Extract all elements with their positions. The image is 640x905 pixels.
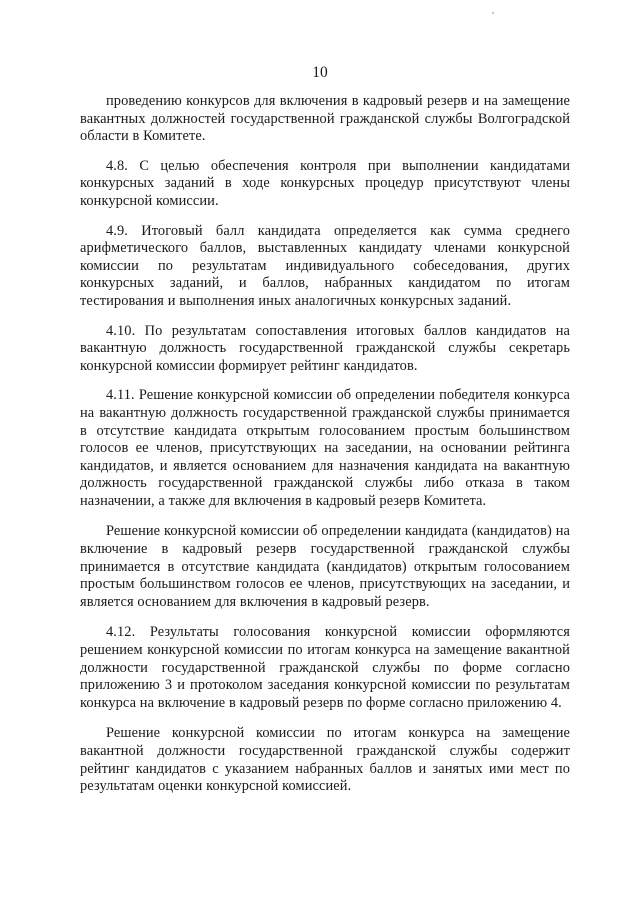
paragraph-reserve-decision: Решение конкурсной комиссии об определении кандидата (кандидатов) на включение в кадровый резерв государственной гражданской службы принимается в отсутствие кандидата (кандидатов) открытым голосованием простым большинством голосов ее членов, присутствующих на заседании, и является основанием для включения в кадровый резерв. (80, 523, 570, 610)
paragraph-rating-decision: Решение конкурсной комиссии по итогам конкурса на замещение вакантной должности государственной гражданской службы содержит рейтинг кандидатов с указанием набранных баллов и занятых ими мест по результатам оценки конкурсной комиссией. (80, 725, 570, 795)
scan-speck (492, 12, 494, 14)
paragraph-4-10: 4.10. По результатам сопоставления итоговых баллов кандидатов на вакантную должность государственной гражданской службы секретарь конкурсной комиссии формирует рейтинг кандидатов. (80, 322, 570, 374)
document-body (80, 93, 570, 796)
paragraph-continuation: проведению конкурсов для включения в кадровый резерв и на замещение вакантных должностей государственной гражданской службы Волгоградской области в Комитете. (80, 93, 570, 145)
page-number: 10 (312, 64, 328, 81)
paragraph-4-12: 4.12. Результаты голосования конкурсной комиссии оформляются решением конкурсной комиссии по итогам конкурса на замещение вакантной должности государственной гражданской службы по форме согласно приложению 3 и протоколом заседания конкурсной комиссии по результатам конкурса на включение в кадровый резерв по форме согласно приложению 4. (80, 624, 570, 711)
paragraph-4-9: 4.9. Итоговый балл кандидата определяется как сумма среднего арифметического баллов, выставленных кандидату членами конкурсной комиссии по результатам индивидуального собеседования, других конкурсных заданий, и баллов, набранных кандидатом по итогам тестирования и выполнения иных аналогичных конкурсных заданий. (80, 222, 570, 309)
paragraph-4-8: 4.8. С целью обеспечения контроля при выполнении кандидатами конкурсных заданий в ходе конкурсных процедур присутствуют члены конкурсной комиссии. (80, 157, 570, 209)
paragraph-4-11: 4.11. Решение конкурсной комиссии об определении победителя конкурса на вакантную должность государственной гражданской службы принимается в отсутствие кандидата открытым голосованием простым большинством голосов ее членов, присутствующих на заседании, на основании рейтинга кандидатов, и является основанием для назначения кандидата на вакантную должность государственной гражданской службы либо отказа в таком назначении, а также для включения в кадровый резерв Комитета. (80, 387, 570, 509)
